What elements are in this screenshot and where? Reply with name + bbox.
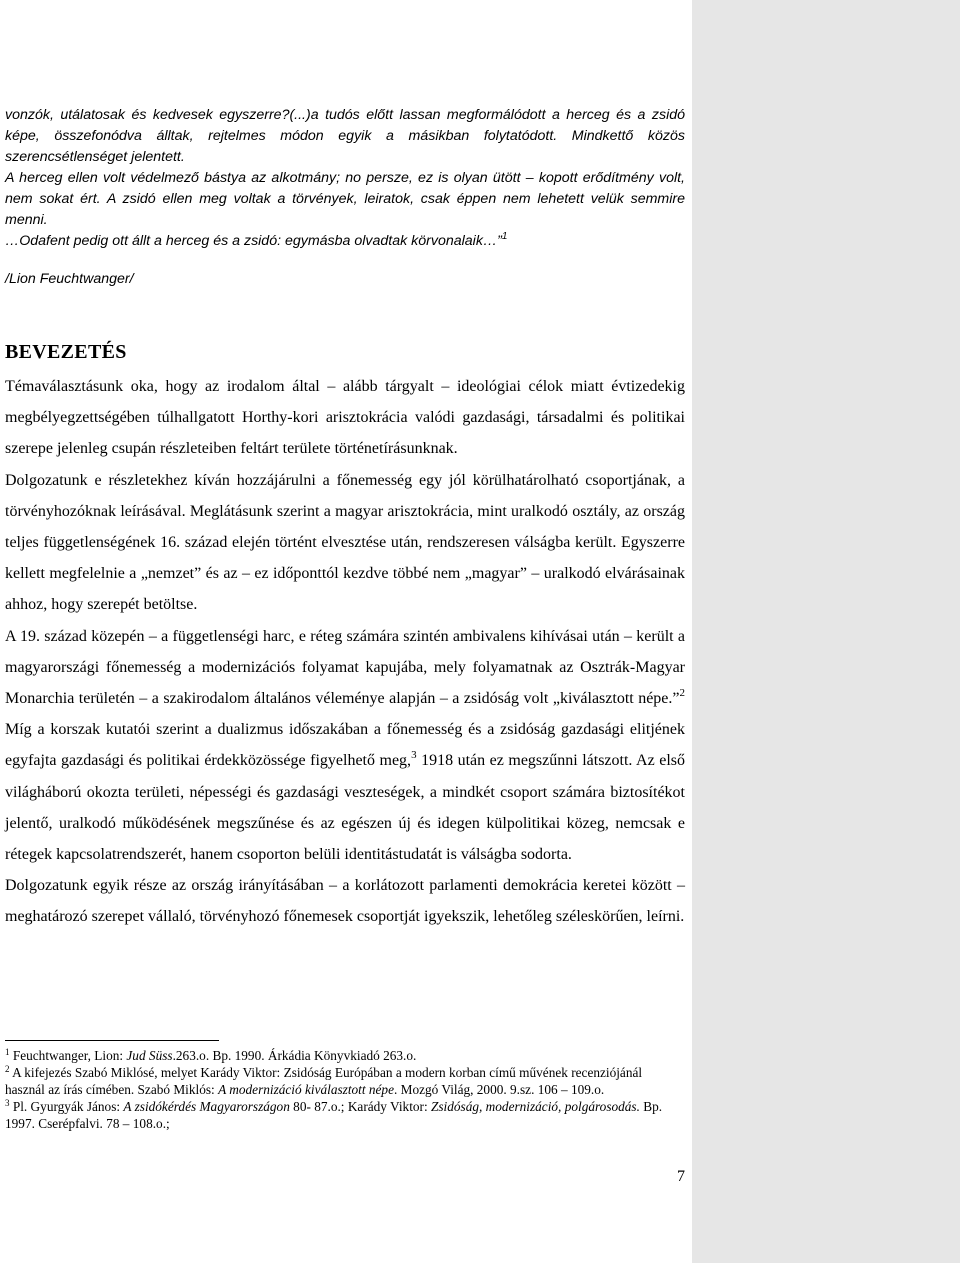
body-paragraph-1: Témaválasztásunk oka, hogy az irodalom által – alább tárgyalt – ideológiai célok miatt évtizedekig megbélyegzettségében túlhallgatott Horthy-kori arisztokrácia valódi gazdasági, társadalmi és politikai szerepe jelenleg csupán részleteiben feltárt területe történetírásunknak. [5, 378, 685, 458]
motto-closing-line: …Odafent pedig ott állt a herceg és a zsidó: egymásba olvadtak körvonalaik…” [5, 233, 502, 249]
body-paragraph-2: Dolgozatunk e részletekhez kíván hozzájárulni a főnemesség egy jól körülhatárolható csoportjának, a törvényhozóknak leírásával. Meglátásunk szerint a magyar arisztokrácia, mint uralkodó osztály, az ország teljes függetlenségének 16. század elején történt elvesztése után, rendszeresen válságba került. Egyszerre kellett megfelelnie a „nemzet” és az – ez időponttól kezdve többé nem „magyar” – uralkodó elvárásainak ahhoz, hogy szerepét betöltse. [5, 471, 685, 614]
document-page [5, 0, 685, 1263]
body-paragraph-3: A 19. század közepén – a függetlenségi harc, e réteg számára szintén ambivalens kihívásai után – került a magyarországi főnemesség a modernizációs folyamat kapujába, mely folyamatnak az Osztrák-Magyar Monarchia területén – a szakirodalom általános véleménye alapján – a zsidóság volt „kiválasztott népe.”$^2$ Míg a korszak kutatói szerint a dualizmus időszakában a főnemesség és a zsidóság gazdasági elitjének egyfajta gazdasági és politikai érdekközössége figyelhető meg,$^3$ 1918 után ez megszűnni látszott. Az első világháború okozta területi, népességi és gazdasági veszteségek, a mindkét csoport számára biztosítékot jelentő, uralkodó működésének megszűnése és az egészen új és idegen külpolitikai közeg, nemcsak e rétegek kapcsolatrendszerét, hanem csoporton belüli identitástudatát is válságba sodorta. [5, 627, 685, 864]
footnote-1: $^1$ Feuchtwanger, Lion: Jud Süss.263.o. Bp. 1990. Árkádia Könyvkiadó 263.o. [5, 1047, 417, 1063]
footnote-ref-3[interactable]: 3 [411, 749, 417, 762]
footnote-ref-1[interactable]: 1 [501, 231, 508, 242]
section-heading: BEVEZETÉS [5, 341, 127, 363]
right-margin-panel [692, 0, 960, 1263]
motto-paragraph-2: A herceg ellen volt védelmező bástya az alkotmány; no persze, ez is olyan ütött – kopott erődítmény volt, nem sokat ért. A zsidó ellen meg voltak a törvények, leiratok, csak éppen nem lehetett velük semmire menni. [5, 170, 685, 228]
footnotes [5, 1047, 685, 1132]
motto-paragraph-3 [5, 231, 685, 252]
motto-quote [5, 105, 685, 252]
footnote-ref-2[interactable]: 2 [679, 687, 685, 700]
body-paragraph-4: Dolgozatunk egyik része az ország irányításában – a korlátozott parlamenti demokrácia keretei között – meghatározó szerepet vállaló, törvényhozó főnemesek csoportját igyekszik, lehetőleg széleskörűen, leírni. [5, 877, 685, 926]
footnote-3: $^3$ Pl. Gyurgyák János: A zsidókérdés Magyarországon 80- 87.o.; Karády Viktor: Zsidóság, modernizáció, polgárosodás. Bp. 1997. Cserépfalvi. 78 – 108.o.; [5, 1098, 663, 1131]
footnote-2: $^2$ A kifejezés Szabó Miklósé, melyet Karády Viktor: Zsidóság Európában a modern korban című művének recenziójánál használ az írás címében. Szabó Miklós: A modernizáció kiválasztott népe. Mozgó Világ, 2000. 9.sz. 106 – 109.o. [5, 1064, 643, 1097]
page-number: 7 [677, 1168, 685, 1185]
motto-paragraph-1: vonzók, utálatosak és kedvesek egyszerre?(...)a tudós előtt lassan megformálódott a herceg és a zsidó képe, összefonódva álltak, rejtelmes módon egyik a másikban folytatódott. Mindkettő közös szerencsétlenséget jelentett. [5, 107, 685, 165]
body-text [5, 371, 685, 933]
footnote-divider [5, 1040, 219, 1041]
motto-author: /Lion Feuchtwanger/ [5, 271, 134, 287]
